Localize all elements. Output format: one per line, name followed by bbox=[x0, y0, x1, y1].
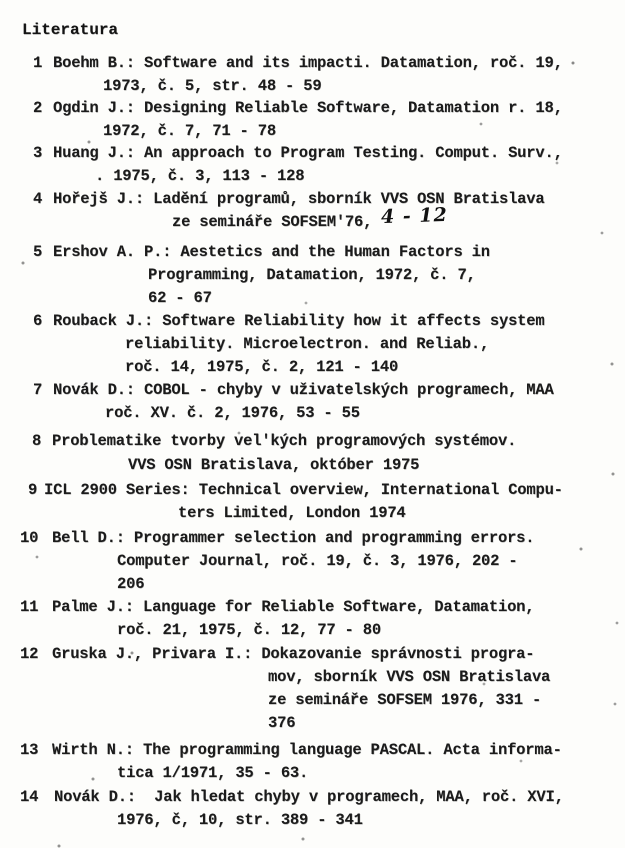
ref-number: 6 bbox=[33, 312, 43, 330]
ref-line: ze semináře SOFSEM 1976, 331 - bbox=[268, 691, 542, 709]
ref-line: ters Limited, London 1974 bbox=[178, 504, 406, 522]
ref-line: . 1975, č. 3, 113 - 128 bbox=[95, 167, 305, 185]
ref-number: 5 bbox=[33, 243, 43, 261]
ref-line: Hořejš J.: Ladění programů, sborník VVS OSN Bratislava bbox=[53, 190, 545, 208]
ref-line: Novák D.: COBOL - chyby v uživatelských programech, MAA bbox=[53, 381, 554, 399]
ref-number: 1 bbox=[33, 54, 43, 72]
ref-line: tica 1/1971, 35 - 63. bbox=[117, 764, 309, 782]
ref-line: Huang J.: An approach to Program Testing. Comput. Surv., bbox=[53, 144, 563, 162]
ref-number: 2 bbox=[33, 99, 43, 117]
ref-number: 14 bbox=[20, 788, 39, 806]
ref-line: 376 bbox=[268, 714, 296, 732]
ref-line: Ogdin J.: Designing Reliable Software, Datamation r. 18, bbox=[53, 99, 563, 117]
ref-line: Palme J.: Language for Reliable Software, Datamation, bbox=[52, 598, 535, 616]
ref-line: Problematike tvorby vel'kých programových systémov. bbox=[52, 432, 517, 450]
handwritten-annotation: 4 - 12 bbox=[380, 203, 449, 229]
ref-line: reliability. Microelectron. and Reliab., bbox=[125, 335, 490, 353]
ref-number: 10 bbox=[20, 529, 39, 547]
ref-line: mov, sborník VVS OSN Bratislava bbox=[268, 668, 551, 686]
ref-line: 1972, č. 7, 71 - 78 bbox=[103, 122, 276, 140]
ref-number: 3 bbox=[33, 144, 43, 162]
ref-line: roč. 21, 1975, č. 12, 77 - 80 bbox=[117, 621, 381, 639]
ref-line: Ershov A. P.: Aestetics and the Human Factors in bbox=[53, 243, 490, 261]
ref-line: Wirth N.: The programming language PASCAL. Acta informa- bbox=[52, 741, 562, 759]
ref-line: ICL 2900 Series: Technical overview, International Compu- bbox=[44, 481, 563, 499]
ref-line: ze semináře SOFSEM'76, bbox=[172, 213, 373, 231]
ref-number: 4 bbox=[33, 190, 43, 208]
ref-line: Rouback J.: Software Reliability how it affects system bbox=[53, 312, 545, 330]
ref-number: 12 bbox=[20, 645, 39, 663]
ref-line: Gruska J., Privara I.: Dokazovanie správnosti progra- bbox=[52, 645, 535, 663]
ref-line: 1976, č, 10, str. 389 - 341 bbox=[117, 811, 363, 829]
ref-line: roč. XV. č. 2, 1976, 53 - 55 bbox=[105, 404, 360, 422]
ref-line: Boehm B.: Software and its impacti. Datamation, roč. 19, bbox=[53, 54, 563, 72]
ref-line: VVS OSN Bratislava, október 1975 bbox=[128, 456, 420, 474]
ref-line: Programming, Datamation, 1972, č. 7, bbox=[148, 266, 476, 284]
ref-number: 13 bbox=[20, 741, 39, 759]
ref-number: 8 bbox=[32, 432, 42, 450]
ref-line: 206 bbox=[117, 575, 145, 593]
scan-noise bbox=[0, 0, 2, 2]
ref-line: roč. 14, 1975, č. 2, 121 - 140 bbox=[125, 358, 399, 376]
ref-line: 62 - 67 bbox=[148, 289, 212, 307]
ref-number: 11 bbox=[20, 598, 39, 616]
ref-number: 9 bbox=[28, 481, 38, 499]
ref-line: Novák D.: Jak hledat chyby v programech, MAA, roč. XVI, bbox=[54, 788, 564, 806]
ref-line: Bell D.: Programmer selection and programming errors. bbox=[52, 529, 535, 547]
page-title: Literatura bbox=[22, 21, 119, 39]
ref-line: Computer Journal, roč. 19, č. 3, 1976, 202 - bbox=[117, 552, 518, 570]
ref-line: 1973, č. 5, str. 48 - 59 bbox=[103, 77, 322, 95]
ref-number: 7 bbox=[33, 381, 43, 399]
